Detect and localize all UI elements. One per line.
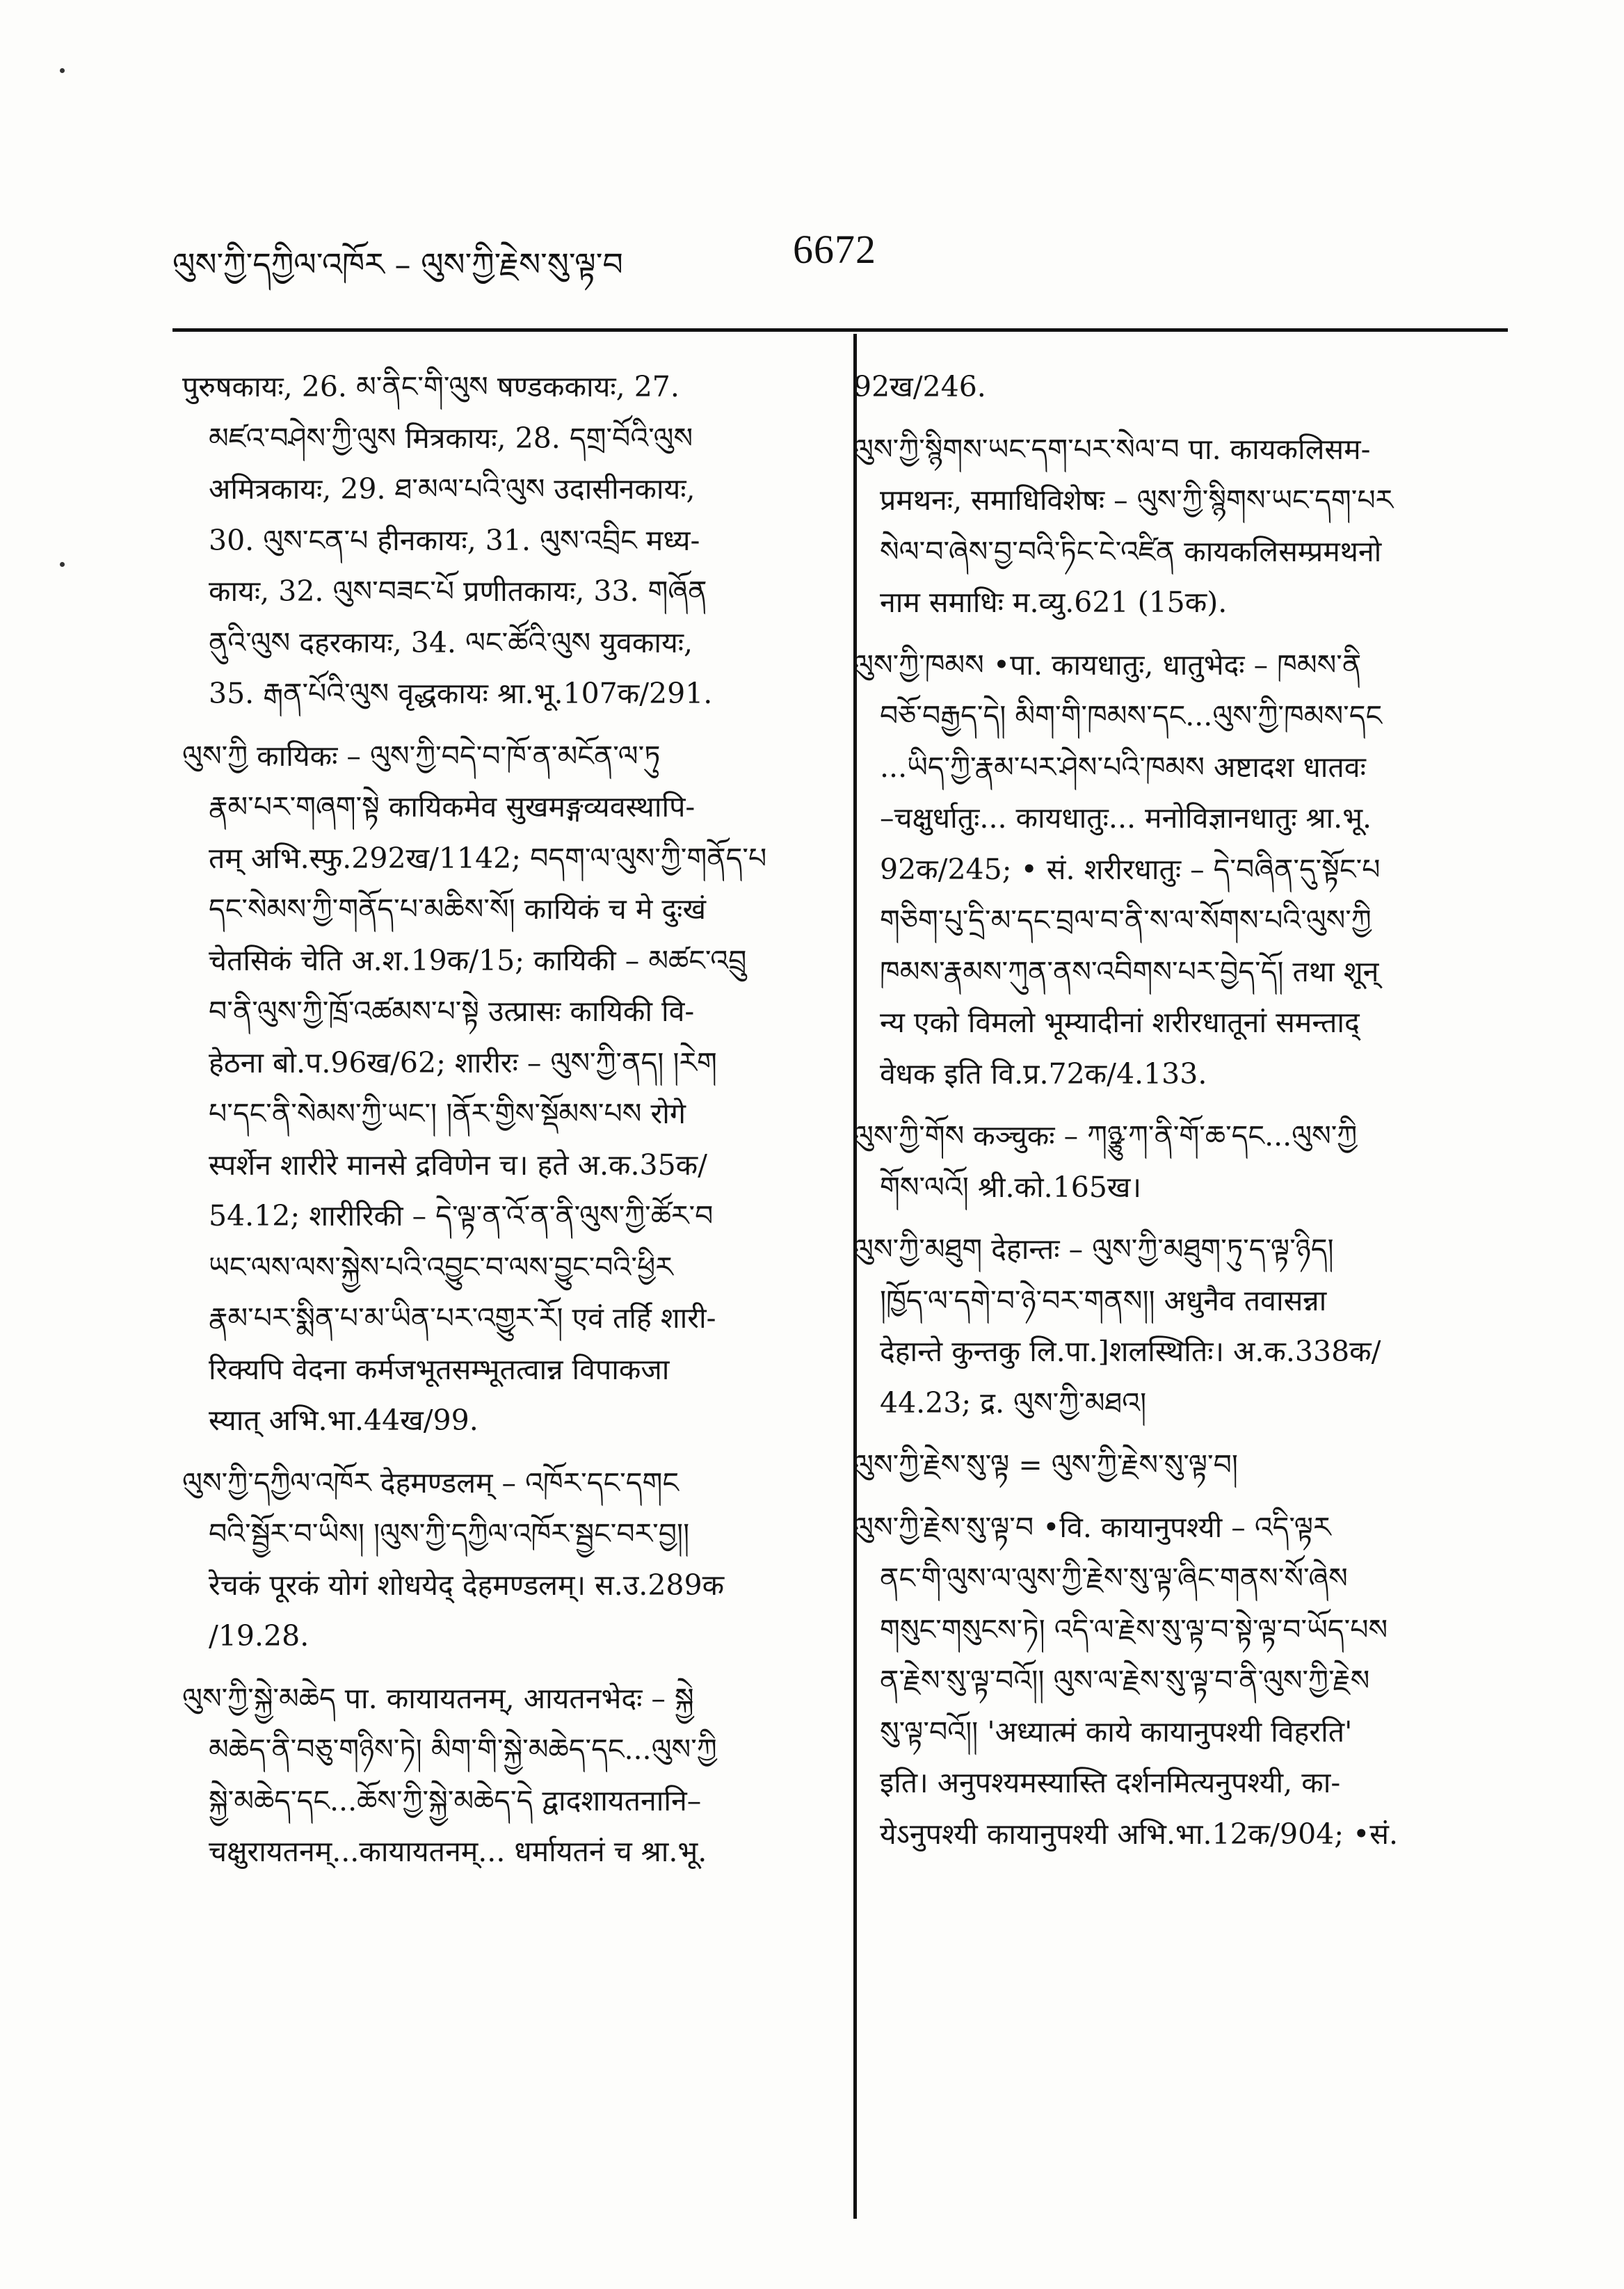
entry-line: ལུས་ཀྱི་སྐྱེ་མཆེད पा. कायायतनम्, आयतनभेदः – སྐྱེ	[182, 1681, 694, 1715]
entry-line: མཆེད་ནི་བཅུ་གཉིས་ཏེ། མིག་གི་སྐྱེ་མཆེད་དང...ལུས་ཀྱི	[209, 1733, 717, 1766]
entry-line: གསུང་གསུངས་ཏེ། འདི་ལ་རྗེས་སུ་ལྟ་བ་སྟེ་ལྟ་བ་ཡོད་པས	[880, 1612, 1388, 1646]
entry-line: ལུས་ཀྱི་མཐུག देहान्तः – ལུས་ཀྱི་མཐུག་ཏུ་ད་ལྟ་ཉིད།	[853, 1232, 1334, 1266]
entry-line: རྣམ་པར་སྨིན་པ་མ་ཡིན་པར་འགྱུར་རོ། एवं तर्हि शारी-	[209, 1301, 716, 1335]
entry-line: प्रमथनः, समाधिविशेषः – ལུས་ཀྱི་སྙིགས་ཡང་དག་པར	[880, 483, 1394, 517]
column-divider	[853, 334, 857, 2219]
entry-line: 54.12; शारीरिकी – དེ་ལྟ་ན་འོ་ན་ནི་ལུས་ཀྱི་ཚོར་བ	[209, 1199, 714, 1232]
dictionary-entry	[853, 1502, 1506, 1861]
entry-line: इति। अनुपश्यमस्यास्ति दर्शनमित्यनुपश्यी, का-	[880, 1766, 1341, 1799]
dictionary-entry	[853, 1440, 1506, 1491]
entry-line: स्पर्शेन शारीरे मानसे द्रविणेन च। हते अ.क.35क/	[209, 1148, 707, 1182]
entry-line: येऽनुपश्यी कायानुपश्यी अभि.भा.12क/904; •सं.	[880, 1817, 1399, 1851]
entry-line: མཛའ་བཤེས་ཀྱི་ལུས मित्रकायः, 28. དགྲ་བོའི་ལུས	[209, 421, 693, 455]
dictionary-entry	[182, 1673, 828, 1878]
entry-line: སེལ་བ་ཞེས་བྱ་བའི་ཏིང་ངེ་འཛིན कायकलिसम्प्रमथनो	[880, 534, 1382, 568]
entry-gap	[880, 1213, 1506, 1224]
entry-line: वेधक इति वि.प्र.72क/4.133.	[880, 1057, 1207, 1091]
entry-line: ན་རྗེས་སུ་ལྟ་བའོ།། ལུས་ལ་རྗེས་སུ་ལྟ་བ་ནི་ལུས་ཀྱི་རྗེས	[880, 1664, 1370, 1697]
entry-line: –चक्षुर्धातुः... कायधातुः... मनोविज्ञानधातुः श्रा.भू.	[880, 801, 1372, 835]
dictionary-entry	[853, 1111, 1506, 1213]
entry-line: ནང་གི་ལུས་ལ་ལུས་ཀྱི་རྗེས་སུ་ལྟ་ཞིང་གནས་སོ་ཞེས	[880, 1561, 1348, 1595]
entry-line: ལུས་ཀྱི་རྗེས་སུ་ལྟ = ལུས་ཀྱི་རྗེས་སུ་ལྟ་བ།	[853, 1448, 1239, 1481]
entry-line: तम् अभि.स्फु.292ख/1142; བདག་ལ་ལུས་ཀྱི་གནོད་པ	[209, 841, 767, 875]
page-number: 6672	[793, 227, 876, 272]
header-rule	[172, 328, 1508, 332]
entry-gap	[880, 413, 1506, 424]
entry-line: ལུས་ཀྱི कायिकः – ལུས་ཀྱི་བདེ་བ་ཁོ་ན་མངོན་ལ་ཏུ	[182, 739, 661, 773]
entry-line: ལུས་ཀྱི་རྗེས་སུ་ལྟ་བ •वि. कायानुपश्यी – འདི་ལྟར	[853, 1510, 1331, 1544]
entry-line: བཅོ་བརྒྱད་དེ། མིག་གི་ཁམས་དང...ལུས་ཀྱི་ཁམས་དང	[880, 699, 1383, 732]
dictionary-entry	[182, 362, 828, 720]
entry-line: ལུས་ཀྱི་སྙིགས་ཡང་དག་པར་སེལ་བ पा. कायकलिसम-	[853, 432, 1371, 466]
entry-line: पुरुषकायः, 26. མ་ནིང་གི་ལུས षण्डककायः, 27.	[182, 370, 680, 403]
entry-gap	[209, 1447, 828, 1458]
entry-line: कायः, 32. ལུས་བཟང་པོ प्रणीतकायः, 33. གཞོན	[209, 575, 707, 608]
entry-gap	[880, 1429, 1506, 1440]
entry-line: नाम समाधिः म.व्यु.621 (15क).	[880, 586, 1228, 619]
entry-line: ཁམས་རྣམས་ཀུན་ནས་འབིགས་པར་བྱེད་དོ། तथा शून्	[880, 954, 1379, 988]
entry-line: अमित्रकायः, 29. ཐ་མལ་པའི་ལུས उदासीनकायः,	[209, 472, 696, 506]
entry-line: དང་སེམས་ཀྱི་གནོད་པ་མཆིས་སོ། कायिकं च मे दुःखं	[209, 892, 706, 926]
entry-line: ལུས་ཀྱི་དཀྱིལ་འཁོར देहमण्डलम् – འཁོར་དང་དགང	[182, 1465, 680, 1500]
speck-mark	[60, 68, 65, 73]
entry-line: སུ་ལྟ་བའོ།། 'अध्यात्मं काये कायानुपश्यी विहरति'	[880, 1714, 1353, 1749]
entry-line: །ཁྱོད་ལ་དགེ་བ་ཉེ་བར་གནས།། अधुनैव तवासन्ना	[880, 1283, 1327, 1317]
entry-line: བ་ནི་ལུས་ཀྱི་ཁྲོ་འཚམས་པ་སྟེ उत्प्रासः कायिकी वि-	[209, 995, 695, 1028]
entry-line: ལུས་ཀྱི་ཁམས •पा. कायधातुः, धातुभेदः – ཁམས་ནི	[853, 648, 1362, 682]
entry-line: चेतसिकं चेति अ.श.19क/15; कायिकी – མཚང་འབྲུ	[209, 943, 747, 977]
left-column	[182, 362, 828, 1878]
dictionary-entry	[853, 424, 1506, 629]
speck-mark	[60, 562, 65, 567]
entry-gap	[880, 1491, 1506, 1502]
running-head: ལུས་ཀྱི་དཀྱིལ་འཁོར – ལུས་ཀྱི་རྗེས་སུ་ལྟ་བ	[172, 246, 623, 283]
entry-gap	[209, 1662, 828, 1673]
entry-line: /19.28.	[209, 1619, 309, 1653]
entry-gap	[209, 720, 828, 731]
entry-gap	[880, 1100, 1506, 1111]
entry-line: གོས་ལའོ། श्री.को.165ख।	[880, 1170, 1141, 1204]
entry-line: སྐྱེ་མཆེད་དང...ཆོས་ཀྱི་སྐྱེ་མཆེད་དེ द्वादशायतनानि–	[209, 1783, 702, 1817]
entry-line: रेचकं पूरकं योगं शोधयेद् देहमण्डलम्। स.उ.289क	[209, 1568, 725, 1602]
entry-line: 92क/245; • सं. शरीरधातुः – དེ་བཞིན་དུ་སྟོང་པ	[880, 852, 1381, 886]
entry-line: स्यात् अभि.भा.44ख/99.	[209, 1404, 479, 1437]
entry-line: 92ख/246.	[853, 370, 986, 403]
entry-line: देहान्ते कुन्तकु लि.पा.]शलस्थितिः। अ.क.338क/	[880, 1335, 1381, 1368]
entry-line: པ་དང་ནི་སེམས་ཀྱི་ཡང་། །ནོར་གྱིས་སྡོམས་པས रोगे	[209, 1097, 686, 1130]
entry-line: གཅིག་པུ་དྲི་མ་དང་བྲལ་བ་ནི་ས་ལ་སོགས་པའི་ལུས་ཀྱི	[880, 903, 1372, 937]
entry-line: हेठना बो.प.96ख/62; शारीरः – ལུས་ཀྱི་ནད། །རེག	[209, 1045, 717, 1079]
entry-line: ...ཡིད་ཀྱི་རྣམ་པར་ཤེས་པའི་ཁམས अष्टादश धातवः	[880, 750, 1366, 784]
dictionary-entry	[182, 731, 828, 1447]
entry-line: न्य एको विमलो भूम्यादीनां शरीरधातूनां समन्ताद्	[880, 1006, 1360, 1039]
entry-line: 44.23; द्र. ལུས་ཀྱི་མཐའ།	[880, 1386, 1147, 1420]
entry-line: བའི་སྦྱོར་བ་ཡིས། །ལུས་ཀྱི་དཀྱིལ་འཁོར་སྦྱང་བར་བྱ།།	[209, 1517, 690, 1550]
entry-line: 30. ལུས་ངན་པ हीनकायः, 31. ལུས་འབྲིང मध्य-	[209, 523, 700, 557]
entry-line: ཡང་ལས་ལས་སྐྱེས་པའི་འབྱུང་བ་ལས་བྱུང་བའི་ཕྱིར	[209, 1250, 673, 1284]
dictionary-entry	[853, 1224, 1506, 1429]
entry-line: रिक्यपि वेदना कर्मजभूतसम्भूतत्वान्न विपाकजा	[209, 1352, 670, 1386]
dictionary-entry	[182, 1458, 828, 1662]
dictionary-entry	[853, 640, 1506, 1100]
entry-line: ལུས་ཀྱི་གོས कञ्चुकः – ཀཉྩུ་ཀ་ནི་གོ་ཆ་དང...ལུས་ཀྱི	[853, 1119, 1358, 1152]
right-column	[853, 362, 1506, 1860]
entry-gap	[880, 629, 1506, 640]
entry-line: རྣམ་པར་གཞག་སྟེ कायिकमेव सुखमङ्गव्यवस्थापि-	[209, 790, 696, 824]
entry-line: 35. རྒན་པོའི་ལུས वृद्धकायः श्रा.भू.107क/291.	[209, 677, 713, 710]
dictionary-entry	[853, 362, 1506, 413]
entry-line: ནུའི་ལུས दहरकायः, 34. ལང་ཚོའི་ལུས युवकायः,	[209, 625, 693, 659]
entry-line: चक्षुरायतनम्...कायायतनम्... धर्मायतनं च श्रा.भू.	[209, 1835, 707, 1868]
